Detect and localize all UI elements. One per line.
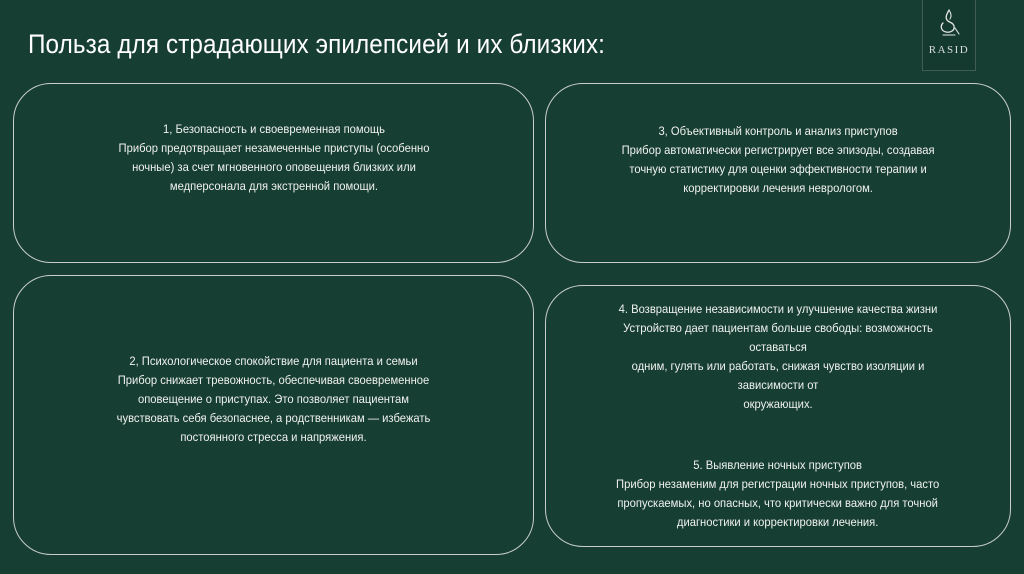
slide-title: Польза для страдающих эпилепсией и их близких: [28, 29, 605, 59]
benefit-card-control [545, 83, 1011, 263]
benefit-card-psychological [13, 275, 534, 555]
benefit-text-night-seizures: 5. Выявление ночных приступов Прибор незаменим для регистрации ночных приступов, часто пропускаемых, но опасных, что критически важно для точной диагностики и корректировки лечения. [616, 458, 940, 529]
benefit-card-safety [13, 83, 534, 263]
benefit-text-independence: 4. Возвращение независимости и улучшение качества жизни Устройство дает пациентам больше свободы: возможность оставаться одним, гулять или работать, снижая чувство изоляции и зависимости от окружающих. [618, 302, 938, 411]
benefit-text-safety: 1, Безопасность и своевременная помощь Прибор предотвращает незамеченные приступы (особенно ночные) за счет мгновенного оповещения близких или медперсонала для экстренной помощи. [118, 122, 429, 193]
benefit-text-control: 3, Объективный контроль и анализ приступов Прибор автоматически регистрирует все эпизоды, создавая точную статистику для оценки эффективности терапии и корректировки лечения неврологом. [621, 124, 935, 195]
logo [922, 0, 976, 71]
benefit-text-psychological: 2, Психологическое спокойствие для пациента и семьи Прибор снижает тревожность, обеспечивая своевременное оповещение о приступах. Это позволяет пациентам чувствовать себя безопаснее, а родственникам — избежать постоянного стресса и напряжения. [116, 353, 431, 444]
logo-text: RASID [928, 44, 970, 56]
benefit-card-independence-night [545, 285, 1011, 547]
rasid-logo-icon [935, 8, 963, 38]
